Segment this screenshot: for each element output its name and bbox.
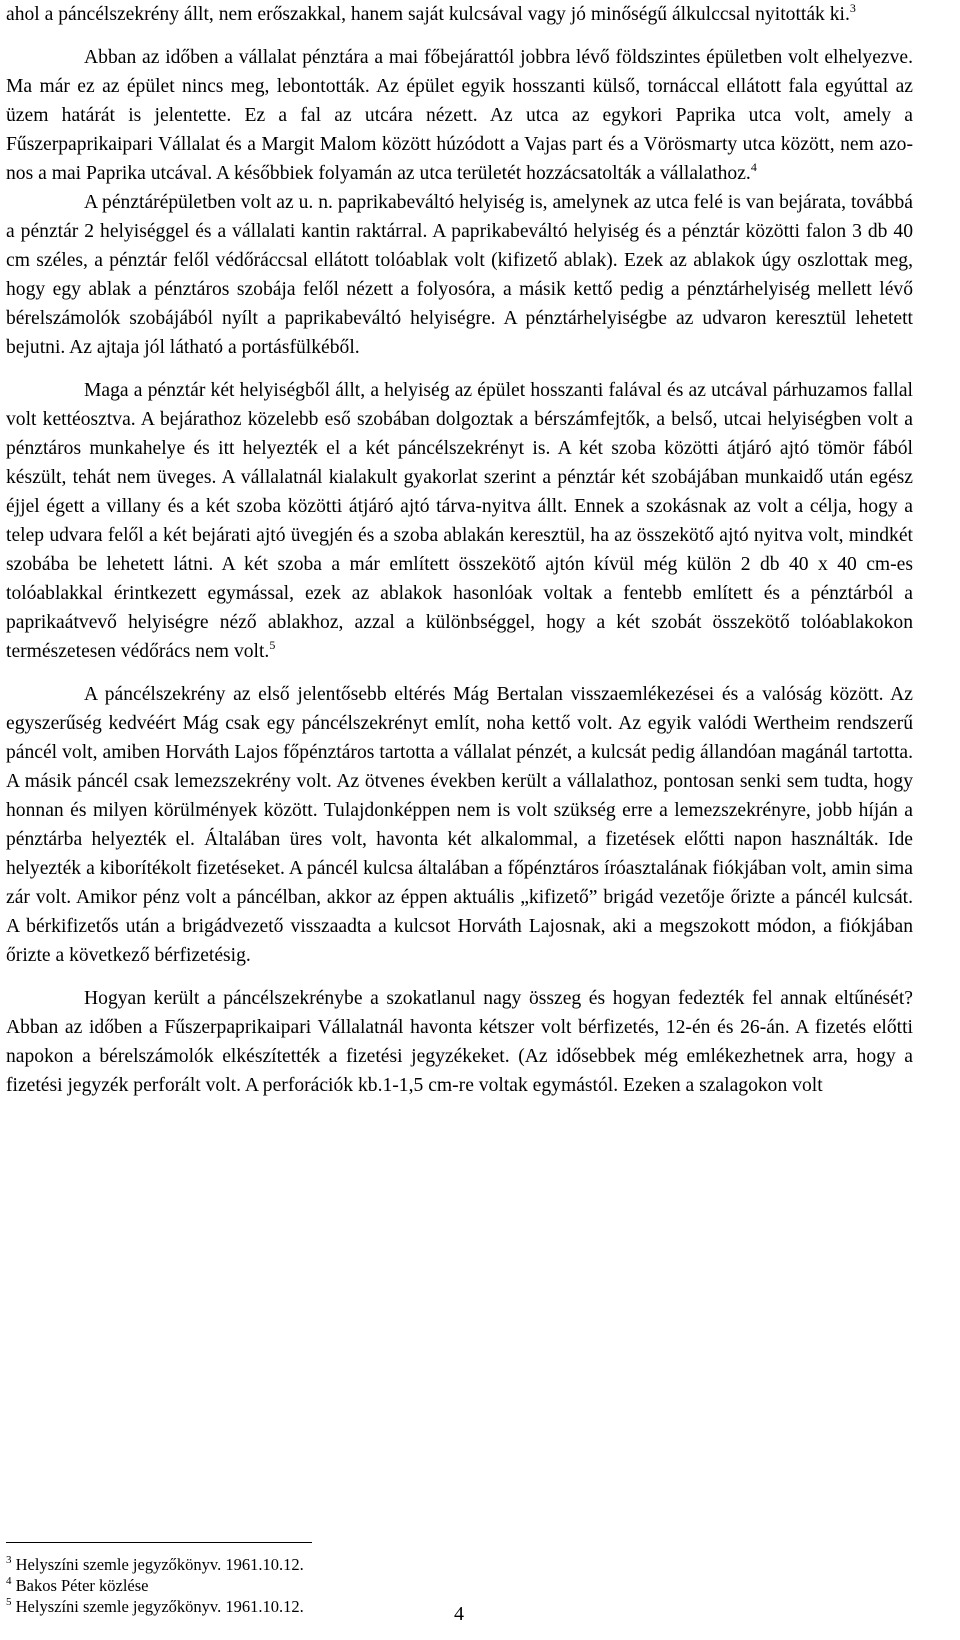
paragraph-4 [6, 376, 913, 666]
paragraph-text: A pénztárépületben volt az u. n. paprikabeváltó helyiség is, amelynek az utca felé is van bejárata, továbbá a pénztár 2 helyiséggel és a vállalati kantin raktárral. A paprikabeváltó helyiség és a pénztár közötti falon 3 db 40 cm széles, a pénztár felől védőráccsal ellátott tolóablak volt (kifizető ablak). Ezek az ablakok úgy oszlottak meg, hogy egy ablak a pénztáros szobája felől nézett a folyosóra, a másik kettő pedig a pénztárhelyiség mellett lévő bérelszámolók szobájából nyílt a paprikabeváltó helyiségre. A pénztárhelyiségbe az udvaron keresztül lehetett bejutni. Az ajtaja jól látható a portásfülkéből. [6, 192, 913, 358]
footnote-text: Helyszíni szemle jegyzőkönyv. 1961.10.12. [15, 1597, 304, 1616]
footnote-reference: 5 [269, 638, 276, 652]
footnote-number: 4 [6, 1575, 12, 1587]
page-number: 4 [454, 1603, 464, 1625]
paragraph-3 [6, 188, 913, 362]
footnote-number: 3 [6, 1554, 12, 1566]
footnote-text: Bakos Péter közlése [15, 1576, 149, 1595]
paragraph-2 [6, 43, 913, 188]
paragraph-text: ahol a páncélszekrény állt, nem erőszakkal, hanem saját kulcsával vagy jó minőségű álkulccsal nyitották ki. [6, 4, 850, 25]
paragraph-6 [6, 984, 913, 1100]
paragraph-text: A páncélszekrény az első jelentősebb eltérés Mág Bertalan visszaemlékezései és a valóság között. Az egyszerűség kedvéért Mág csak egy páncélszekrényt említ, noha kettő volt. Az egyik valódi Wertheim rendszerű páncél volt, amiben Horváth Lajos főpénztáros tartotta a vállalat pénzét, a kulcsát pedig állandóan magánál tartotta. A másik páncél csak lemezszekrény volt. Az ötvenes években került a vállalathoz, pontosan senki sem tudta, hogy honnan és milyen körülmények között. Tulajdonképpen nem is volt szükség erre a lemezszekrényre, jobb híján a pénztárba helyezték el. Általában üres volt, havonta két alkalommal, a fizetések előtti napon használták. Ide helyezték a kiborítékolt fizetéseket. A páncél kulcsa általában a főpénztáros íróasztalának fiókjában volt, amin sima zár volt. Amikor pénz volt a páncélban, akkor az éppen aktuális „kifizető” brigád vezetője őrizte a páncél kulcsát. A bérkifizetős után a brigádvezető visszaadta a kulcsot Horváth Lajosnak, aki a megszokott módon, a fiókjában őrizte a következő bérfizetésig. [6, 684, 913, 966]
footnote-number: 5 [6, 1596, 12, 1608]
footnote-3 [6, 1554, 606, 1575]
footnote-5 [6, 1596, 606, 1617]
body-text [6, 0, 913, 1100]
paragraph-text: Hogyan került a páncélszekrénybe a szokatlanul nagy összeg és hogyan fedezték fel annak eltűnését? Abban az időben a Fűszerpaprikaipari Vállalatnál havonta kétszer volt bérfizetés, 12-én és 26-án. A fizetés előtti napokon a bérelszámolók elkészítették a fizetési jegyzékeket. (Az idősebbek még emlékezhetnek arra, hogy a fizetési jegyzék perforált volt. A perforációk kb.1-1,5 cm-re voltak egymástól. Ezeken a szalagokon volt [6, 988, 913, 1096]
footnote-4 [6, 1575, 606, 1596]
paragraph-text: Maga a pénztár két helyiségből állt, a helyiség az épület hosszanti falával és az utcával párhuzamos fallal volt kettéosztva. A bejárathoz közelebb eső szobában dolgoztak a bérszámfejtők, a belső, utcai helyiségben volt a pénztáros munkahelye és itt helyezték el a két páncélszekrényt is. A két szoba közötti átjáró ajtó tömör fából készült, tehát nem üveges. A vállalatnál kialakult gyakorlat szerint a pénztár két szobájában munkaidő után egész éjjel égett a villany és a két szoba közötti átjáró ajtó tárva-nyitva állt. Ennek a szokásnak az volt a célja, hogy a telep udvara felől a két bejárati ajtó üvegjén és a szoba ablakán keresztül, ha az összekötő ajtó nyitva volt, mindkét szobába be lehetett látni. A két szoba a már említett összekötő ajtón kívül még külön 2 db 40 x 40 cm-es tolóablakkal érintkezett egymással, ezek az ablakok hasonlóak voltak a fentebb említett és a pénztárból a paprikaátvevő helyiségre néző ablakhoz, azzal a különbséggel, hogy a két szobát összekötő tolóablakokon természetesen védőrács nem volt. [6, 380, 913, 662]
paragraph-5 [6, 680, 913, 970]
paragraph-1 [6, 0, 913, 29]
footnote-reference: 4 [750, 160, 757, 174]
footnotes [6, 1554, 606, 1617]
footnote-divider [6, 1542, 312, 1543]
footnote-text: Helyszíni szemle jegyzőkönyv. 1961.10.12. [15, 1555, 304, 1574]
paragraph-text: Abban az időben a vállalat pénztára a mai főbejárattól jobbra lévő földszintes épületben volt elhelyezve. Ma már ez az épület nincs meg, lebontották. Az épület egyik hosszanti külső, tornáccal ellátott fala egyúttal az üzem határát is jelentette. Ez a fal az utcára nézett. Az utca az egykori Paprika utca volt, amely a Fűszerpaprikaipari Vállalat és a Margit Malom között húzódott a Vajas part és a Vörösmarty utca között, nem azonos a mai Paprika utcával. A későbbiek folyamán az utca területét hozzácsatolták a vállalathoz. [6, 47, 913, 184]
footnote-reference: 3 [849, 1, 856, 15]
